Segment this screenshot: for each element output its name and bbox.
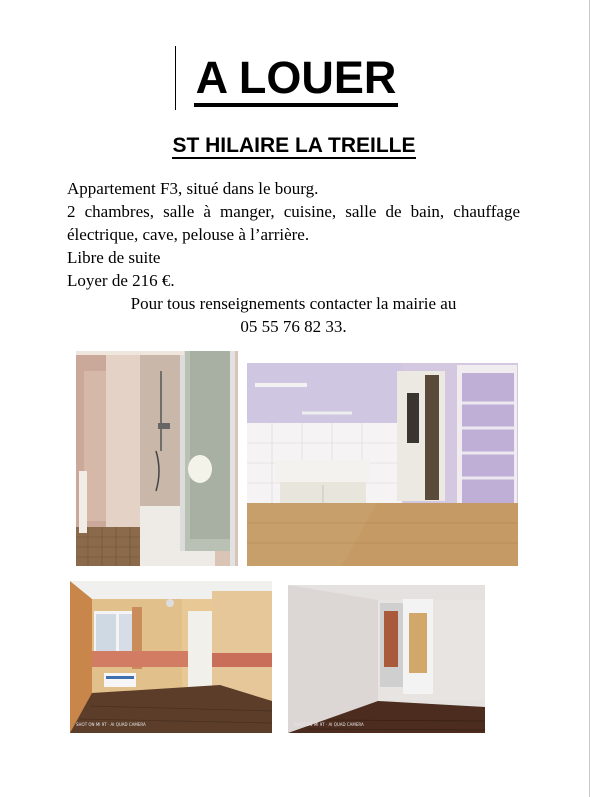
- page-edge: [589, 0, 590, 797]
- description-line-apartment: Appartement F3, situé dans le bourg.: [67, 179, 319, 198]
- location-heading: [0, 133, 588, 159]
- description-line-rooms: 2 chambres, salle à manger, cuisine, salle de bain, chauffage électrique, cave, pelouse à l’arrière.: [67, 202, 520, 244]
- photo-bathroom-shower: [76, 351, 238, 566]
- description-line-rent: Loyer de 216 €.: [67, 271, 175, 290]
- photo-kitchen-sink: [247, 363, 518, 566]
- description-line-contact: Pour tous renseignements contacter la mairie au: [130, 294, 457, 313]
- description-line-availability: Libre de suite: [67, 248, 161, 267]
- location-text: ST HILAIRE LA TREILLE: [172, 134, 416, 157]
- photo-bedroom: [288, 585, 485, 733]
- listing-description: [67, 177, 520, 338]
- photo-watermark: SHOT ON MI 9T · AI QUAD CAMERA: [76, 722, 146, 727]
- description-line-phone: 05 55 76 82 33.: [240, 317, 347, 336]
- photo-watermark: SHOT ON MI 9T · AI QUAD CAMERA: [294, 722, 364, 727]
- title-text: A LOUER: [194, 52, 399, 107]
- photo-living-room: [70, 581, 272, 733]
- page-title: [0, 52, 592, 104]
